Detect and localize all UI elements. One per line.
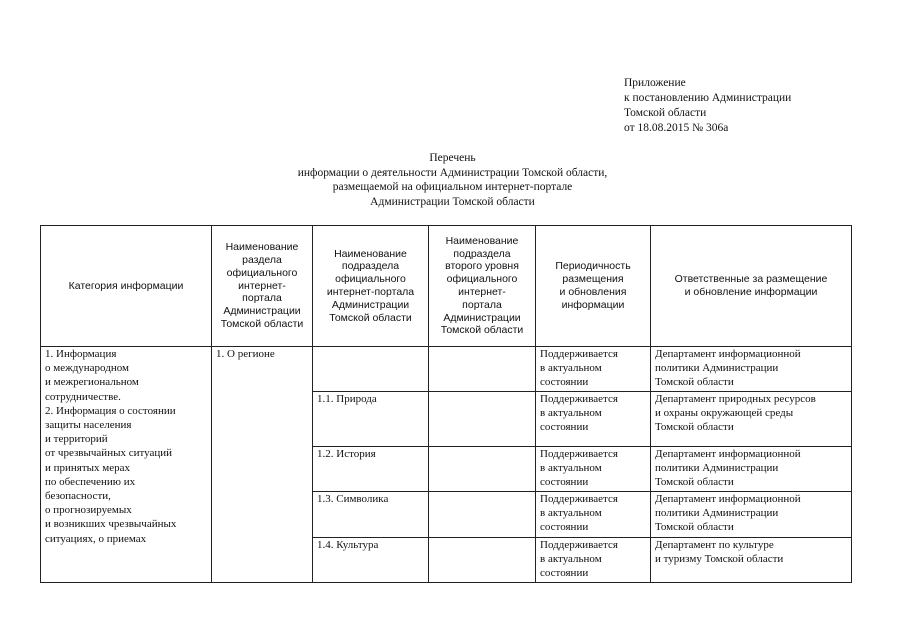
responsible-cell: [651, 392, 852, 447]
header-line: и обновление информации: [684, 286, 818, 298]
category-line: сотрудничестве.: [45, 390, 121, 403]
subsection-cell: 1.3. Символика: [313, 492, 429, 538]
responsible-line: Томской области: [655, 476, 734, 489]
information-table: [40, 225, 852, 583]
responsible-line: Департамент природных ресурсов: [655, 393, 816, 405]
category-line: о прогнозируемых: [45, 504, 132, 517]
category-cell: [41, 347, 212, 583]
responsible-line: Департамент по культуре: [655, 539, 774, 551]
header-line: Администрации: [331, 298, 410, 311]
periodicity-line: в актуальном: [540, 407, 602, 420]
responsible-line: политики Администрации: [655, 462, 779, 475]
subsection2-cell: [429, 447, 536, 492]
periodicity-line: состоянии: [540, 476, 589, 489]
header-line: Томской области: [329, 311, 412, 324]
responsible-line: Департамент информационной: [655, 493, 801, 505]
category-line: 1. Информация: [45, 348, 117, 360]
responsible-line: Департамент информационной: [655, 448, 801, 460]
header-periodicity: [536, 226, 651, 347]
header-line: Наименование: [334, 247, 407, 260]
header-line: раздела: [242, 254, 282, 266]
header-line: Томской области: [440, 324, 524, 337]
periodicity-line: в актуальном: [540, 553, 602, 566]
responsible-line: Томской области: [655, 521, 734, 534]
responsible-line: Томской области: [655, 421, 734, 434]
header-line: Ответственные за размещение: [674, 273, 828, 286]
table-header-row: [41, 226, 852, 347]
appendix-block: [624, 76, 791, 136]
title-line: Администрации Томской области: [370, 195, 535, 208]
category-line: и принятых мерах: [45, 461, 131, 474]
responsible-cell: [651, 492, 852, 538]
periodicity-line: состоянии: [540, 376, 589, 389]
subsection-cell: 1.2. История: [313, 447, 429, 492]
category-line: и территорий: [45, 433, 108, 446]
header-line: и обновления: [559, 286, 627, 298]
header-line: Администрации: [443, 311, 521, 324]
periodicity-line: Поддерживается: [540, 448, 618, 460]
header-section: [212, 226, 313, 347]
periodicity-cell: [536, 392, 651, 447]
header-line: второго уровня: [445, 260, 519, 273]
header-responsible: [651, 226, 852, 347]
appendix-line: от 18.08.2015 № 306а: [624, 122, 729, 134]
table-row: [41, 347, 852, 392]
header-line: интернет-: [458, 286, 506, 298]
appendix-line: к постановлению Администрации: [624, 92, 792, 104]
header-line: портала: [242, 292, 282, 305]
periodicity-line: Поддерживается: [540, 493, 618, 505]
header-line: официального: [446, 273, 518, 286]
periodicity-line: Поддерживается: [540, 539, 618, 551]
periodicity-line: Поддерживается: [540, 393, 618, 405]
category-line: от чрезвычайных ситуаций: [45, 447, 173, 460]
periodicity-cell: [536, 447, 651, 492]
responsible-line: Томской области: [655, 376, 734, 389]
periodicity-line: состоянии: [540, 567, 589, 580]
subsection2-cell: [429, 492, 536, 538]
table-body: [41, 347, 852, 583]
subsection2-cell: [429, 347, 536, 392]
subsection-cell: 1.1. Природа: [313, 392, 429, 447]
category-line: о международном: [45, 362, 129, 375]
responsible-line: политики Администрации: [655, 362, 779, 375]
category-line: и возникших чрезвычайных: [45, 518, 177, 531]
periodicity-line: состоянии: [540, 521, 589, 534]
header-line: официального: [335, 273, 406, 286]
header-line: интернет-: [238, 279, 286, 292]
header-line: размещения: [562, 273, 624, 286]
category-line: по обеспечению их: [45, 475, 136, 488]
responsible-line: Департамент информационной: [655, 348, 801, 360]
header-line: Администрации: [223, 305, 301, 318]
header-line: интернет-портала: [326, 286, 415, 298]
periodicity-cell: [536, 538, 651, 583]
category-line: защиты населения: [45, 419, 132, 432]
section-cell: 1. О регионе: [212, 347, 313, 583]
header-line: подраздела: [341, 260, 400, 273]
header-line: портала: [462, 298, 502, 311]
responsible-line: и туризму Томской области: [655, 553, 784, 566]
subsection-cell: 1.4. Культура: [313, 538, 429, 583]
responsible-cell: [651, 347, 852, 392]
appendix-line: Приложение: [624, 77, 686, 89]
subsection2-cell: [429, 538, 536, 583]
responsible-cell: [651, 447, 852, 492]
responsible-line: политики Администрации: [655, 507, 779, 520]
category-line: ситуациях, о приемах: [45, 532, 147, 545]
category-line: 2. Информация о состоянии: [45, 404, 176, 417]
header-line: Периодичность: [555, 260, 631, 273]
title-line: Перечень: [429, 152, 476, 164]
subsection-cell: [313, 347, 429, 392]
periodicity-line: состоянии: [540, 421, 589, 434]
header-category: [41, 226, 212, 347]
title-line: информации о деятельности Администрации Томской области,: [297, 166, 608, 179]
periodicity-cell: [536, 492, 651, 538]
header-line: Категория информации: [68, 279, 184, 292]
periodicity-line: в актуальном: [540, 507, 602, 520]
periodicity-cell: [536, 347, 651, 392]
responsible-line: и охраны окружающей среды: [655, 407, 794, 420]
subsection2-cell: [429, 392, 536, 447]
header-line: официального: [226, 266, 298, 279]
periodicity-line: Поддерживается: [540, 348, 618, 360]
category-line: безопасности,: [45, 490, 111, 503]
header-line: Наименование: [445, 234, 519, 247]
appendix-line: Томской области: [624, 107, 707, 119]
header-line: Наименование: [225, 241, 299, 254]
periodicity-line: в актуальном: [540, 462, 602, 475]
document-title: [0, 151, 905, 209]
header-line: Томской области: [220, 317, 304, 330]
title-line: размещаемой на официальном интернет-портале: [332, 181, 573, 193]
header-line: информации: [561, 298, 625, 311]
header-line: подраздела: [453, 247, 511, 260]
header-subsection2: [429, 226, 536, 347]
category-line: и межрегиональном: [45, 376, 139, 389]
responsible-cell: [651, 538, 852, 583]
periodicity-line: в актуальном: [540, 362, 602, 375]
header-subsection: [313, 226, 429, 347]
